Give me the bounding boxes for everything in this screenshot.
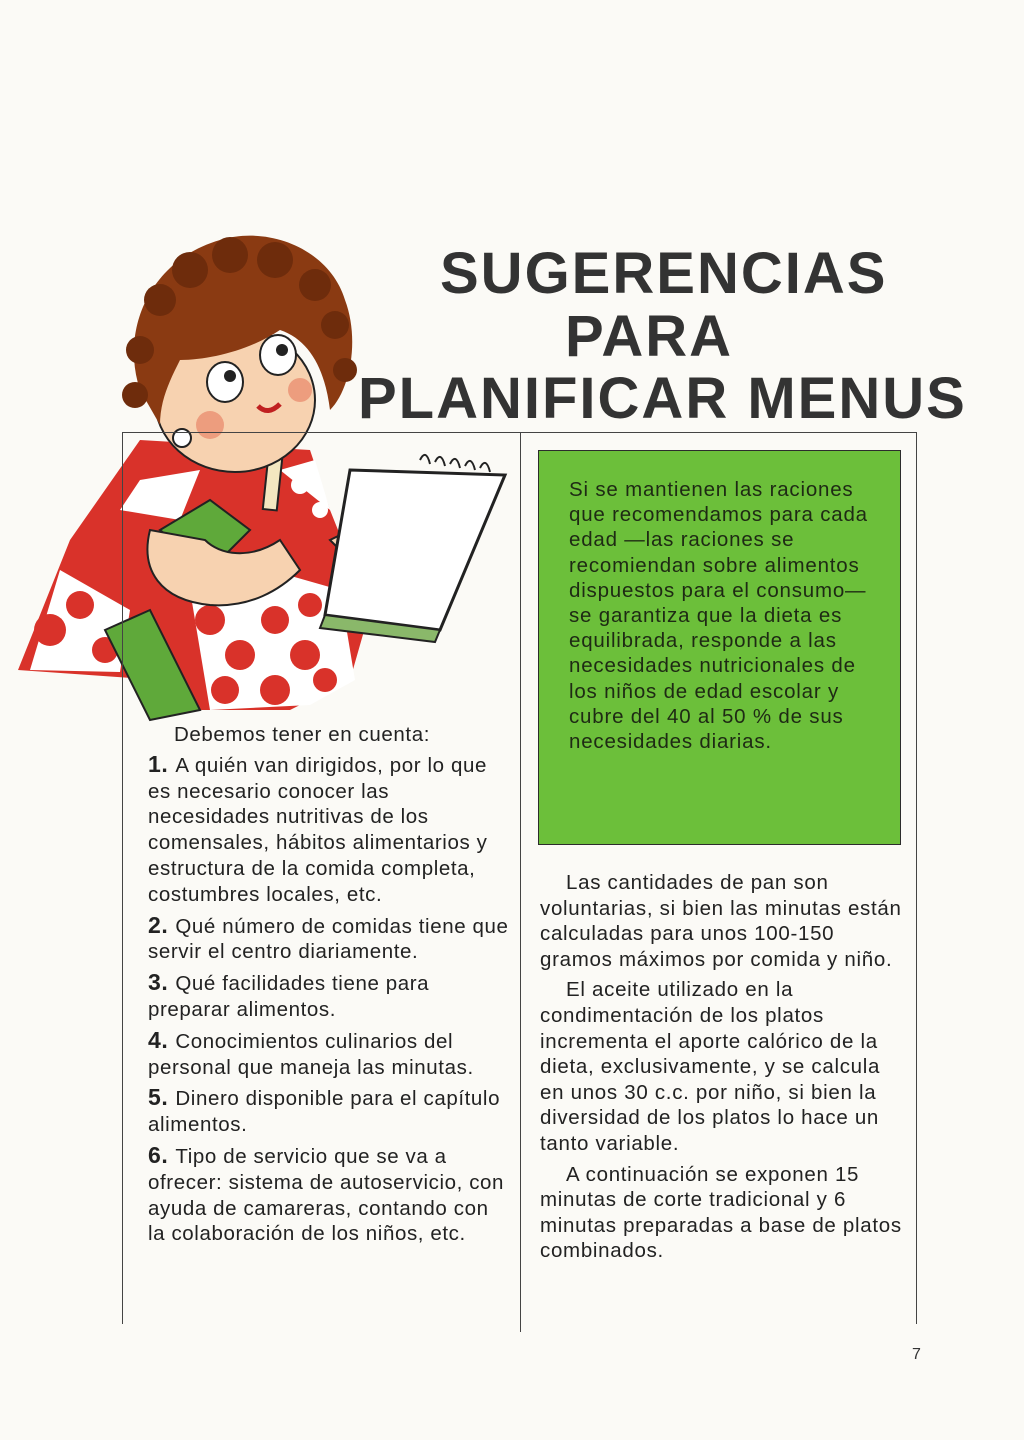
- item-text: Conocimientos culinarios del personal que maneja las minutas.: [148, 1029, 474, 1079]
- list-item: 4. Conocimientos culinarios del personal que maneja las minutas.: [148, 1026, 474, 1079]
- list-item: 2. Qué número de comidas tiene que servir el centro diariamente.: [148, 911, 509, 964]
- item-number: 1: [148, 750, 162, 777]
- column-divider: [520, 432, 521, 1332]
- paragraph-oil: El aceite utilizado en la condimentación de los platos incrementa el aporte calórico de la dieta, exclusivamente, y se calcula en unos 30 c.c. por niño, si bien la diversidad de los platos lo hace un tanto variable.: [540, 978, 881, 1155]
- item-number: 3: [148, 969, 162, 996]
- list-item: 1. A quién van dirigidos, por lo que es necesario conocer las necesidades nutritivas de los comensales, hábitos alimentarios y estructura de la comida completa, costumbres locales, etc.: [148, 750, 488, 906]
- list-item: 6. Tipo de servicio que se va a ofrecer: sistema de autoservicio, con ayuda de camareras, contando con la colaboración de los niños, etc.: [148, 1141, 505, 1246]
- item-number: 2: [148, 911, 162, 938]
- item-number: 5: [148, 1084, 162, 1111]
- list-item: 3. Qué facilidades tiene para preparar alimentos.: [148, 969, 430, 1021]
- item-number: 4: [148, 1026, 162, 1053]
- item-text: A quién van dirigidos, por lo que es necesario conocer las necesidades nutritivas de los comensales, hábitos alimentarios y estructura de la comida completa, costumbres locales, etc.: [148, 753, 488, 906]
- item-text: Dinero disponible para el capítulo alimentos.: [148, 1087, 501, 1137]
- frame-right-rule: [916, 432, 917, 1324]
- paragraph-menus: A continuación se exponen 15 minutas de corte tradicional y 6 minutas preparadas a base de platos combinados.: [540, 1162, 902, 1263]
- title-line-1: SUGERENCIAS: [440, 241, 888, 306]
- right-column: [540, 870, 908, 1269]
- paragraph-bread: Las cantidades de pan son voluntarias, si bien las minutas están calculadas para unos 100-150 gramos máximos por comida y niño.: [540, 871, 902, 971]
- item-text: Qué número de comidas tiene que servir el centro diariamente.: [148, 914, 509, 964]
- frame-left-rule: [122, 432, 123, 1324]
- left-column: [148, 722, 510, 1252]
- left-intro: Debemos tener en cuenta:: [174, 723, 430, 746]
- item-number: 6: [148, 1141, 162, 1168]
- list-item: 5. Dinero disponible para el capítulo alimentos.: [148, 1084, 501, 1137]
- highlight-box: Si se mantienen las raciones que recomendamos para cada edad —las raciones se recomiendan sobre alimentos dispuestos para el consumo— se garantiza que la dieta es equilibrada, responde a las necesidades nutricionales de los niños de edad escolar y cubre del 40 al 50 % de sus necesidades diarias.: [538, 450, 901, 845]
- woman-with-notepad-icon: [10, 210, 510, 730]
- title-line-3: PLANIFICAR MENUS: [358, 366, 967, 431]
- item-text: Tipo de servicio que se va a ofrecer: sistema de autoservicio, con ayuda de camareras, contando con la colaboración de los niños, etc.: [148, 1144, 505, 1246]
- item-text: Qué facilidades tiene para preparar alimentos.: [148, 972, 430, 1021]
- page-number: 7: [912, 1346, 921, 1363]
- title-line-2: PARA: [565, 304, 734, 369]
